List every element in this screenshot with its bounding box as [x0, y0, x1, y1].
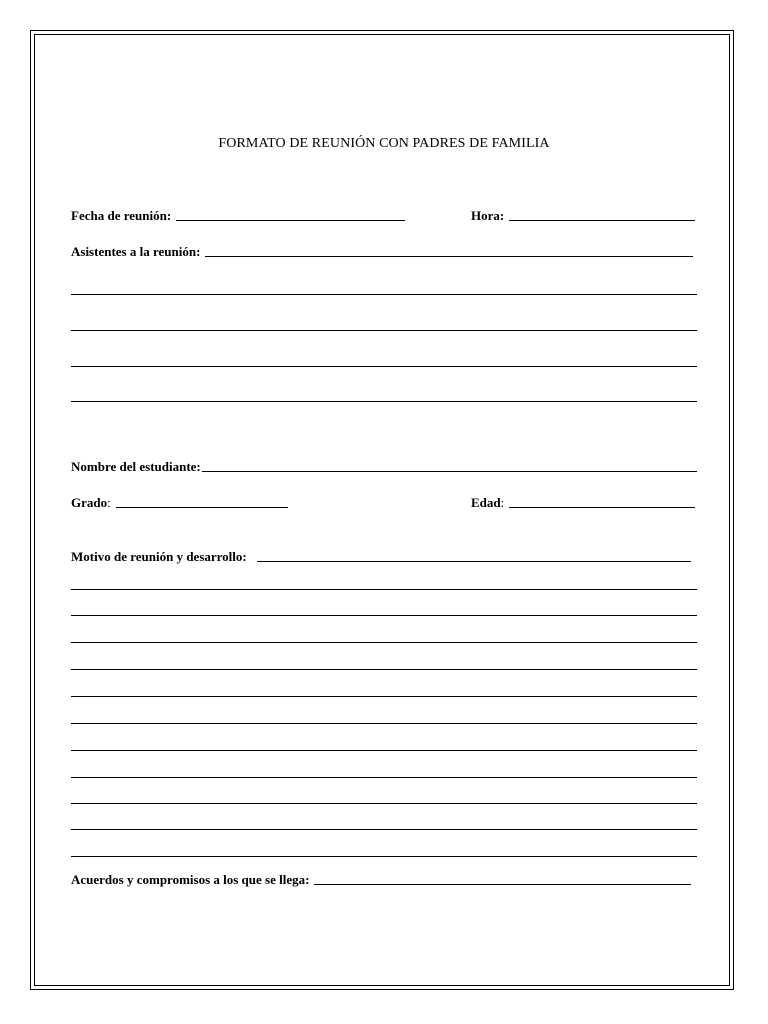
motivo-line-11[interactable] [71, 856, 697, 857]
page-inner-border [34, 34, 730, 986]
fecha-label: Fecha de reunión: [71, 208, 172, 223]
edad-field [471, 492, 695, 510]
grado-colon: : [107, 495, 111, 510]
motivo-line-1[interactable] [71, 589, 697, 590]
hora-label: Hora: [471, 208, 505, 223]
acuerdos-input[interactable] [314, 884, 691, 885]
hora-field [471, 205, 695, 223]
motivo-line-2[interactable] [71, 615, 697, 616]
motivo-line-9[interactable] [71, 803, 697, 804]
asistentes-line-1[interactable] [71, 294, 697, 295]
grado-label: Grado [71, 495, 108, 510]
asistentes-line-3[interactable] [71, 366, 697, 367]
grado-field [71, 492, 288, 510]
nombre-field [71, 456, 697, 474]
asistentes-field [71, 241, 693, 259]
motivo-line-4[interactable] [71, 669, 697, 670]
motivo-line-10[interactable] [71, 829, 697, 830]
edad-label: Edad [471, 495, 501, 510]
motivo-line-3[interactable] [71, 642, 697, 643]
edad-colon: : [500, 495, 505, 510]
motivo-input[interactable] [257, 561, 691, 562]
asistentes-line-4[interactable] [71, 401, 697, 402]
nombre-label: Nombre del estudiante: [71, 459, 201, 474]
acuerdos-field [71, 869, 691, 887]
asistentes-line-2[interactable] [71, 330, 697, 331]
motivo-line-8[interactable] [71, 777, 697, 778]
motivo-line-6[interactable] [71, 723, 697, 724]
acuerdos-label: Acuerdos y compromisos a los que se llega: [71, 872, 310, 887]
asistentes-label: Asistentes a la reunión: [71, 244, 201, 259]
motivo-field [71, 546, 691, 564]
edad-input[interactable] [509, 507, 695, 508]
hora-input[interactable] [509, 220, 695, 221]
motivo-line-7[interactable] [71, 750, 697, 751]
motivo-line-5[interactable] [71, 696, 697, 697]
form-title: FORMATO DE REUNIÓN CON PADRES DE FAMILIA [218, 136, 550, 151]
fecha-input[interactable] [176, 220, 405, 221]
asistentes-input[interactable] [205, 256, 693, 257]
motivo-label: Motivo de reunión y desarrollo: [71, 549, 247, 564]
fecha-field [71, 205, 405, 223]
grado-input[interactable] [116, 507, 288, 508]
nombre-input[interactable] [202, 471, 697, 472]
